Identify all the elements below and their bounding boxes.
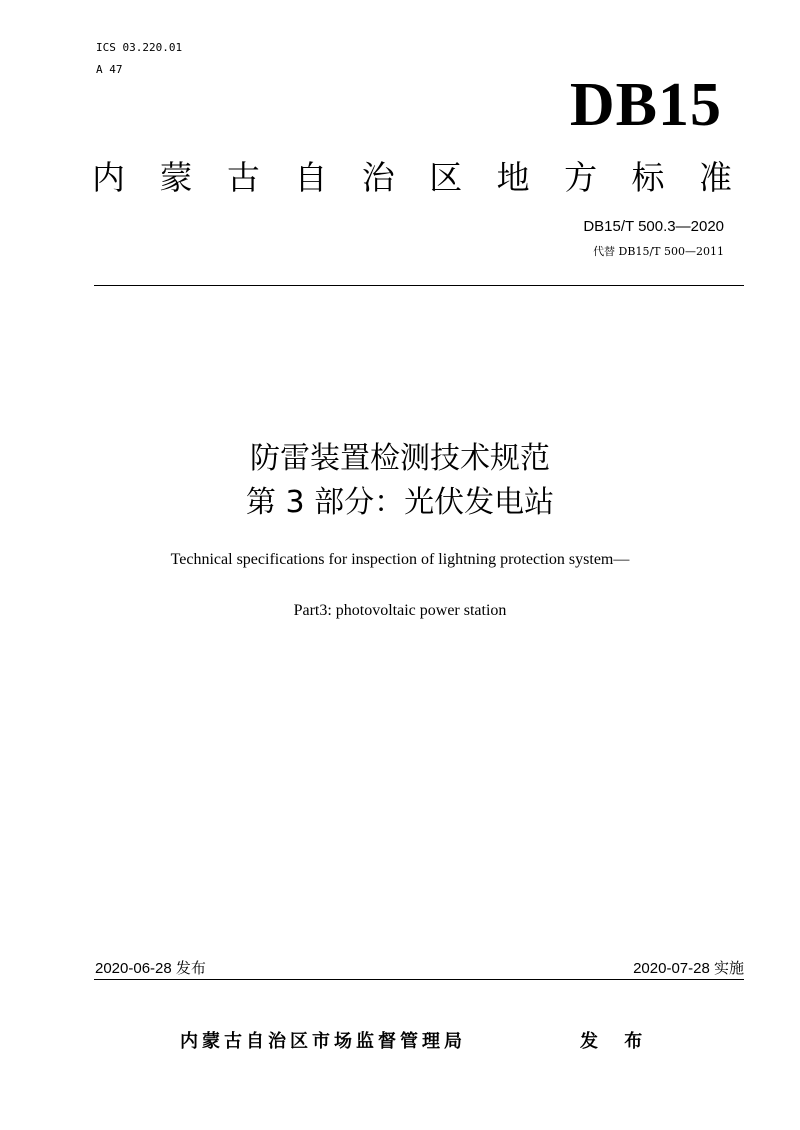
title-zh-line2: 第 3 部分：光伏发电站	[245, 485, 555, 520]
ics-code: ICS 03.220.01	[96, 41, 183, 54]
standard-type-heading	[92, 156, 732, 200]
title-en-line2: Part3: photovoltaic power station	[293, 602, 507, 619]
standard-type-char: 古	[226, 158, 260, 197]
title-zh-line1: 防雷装置检测技术规范	[250, 441, 550, 476]
header-divider	[94, 285, 744, 286]
replaces-note: 代替 DB15/T 500—2011	[593, 245, 724, 258]
publish-label: 发 布	[580, 1031, 653, 1052]
title-en-line1: Technical specifications for inspection of lightning protection system—	[170, 551, 630, 568]
implementation-date: 2020-07-28 实施	[633, 960, 744, 977]
standard-type-char: 标	[631, 158, 665, 197]
issuing-authority: 内蒙古自治区市场监督管理局	[180, 1031, 466, 1052]
standard-type-char: 方	[564, 158, 598, 197]
standard-type-char: 蒙	[159, 158, 193, 197]
ccs-code: A 47	[96, 63, 123, 76]
standard-logo: DB15	[569, 71, 722, 139]
footer-divider	[94, 979, 744, 980]
standard-number: DB15/T 500.3—2020	[583, 218, 724, 235]
standard-type-char: 地	[496, 158, 530, 197]
standard-type-char: 准	[698, 158, 732, 197]
standard-type-char: 内	[92, 158, 125, 197]
standard-type-char: 区	[429, 158, 463, 197]
issue-date: 2020-06-28 发布	[95, 960, 206, 977]
standard-type-char: 治	[361, 158, 395, 197]
standard-type-char: 自	[294, 158, 328, 197]
